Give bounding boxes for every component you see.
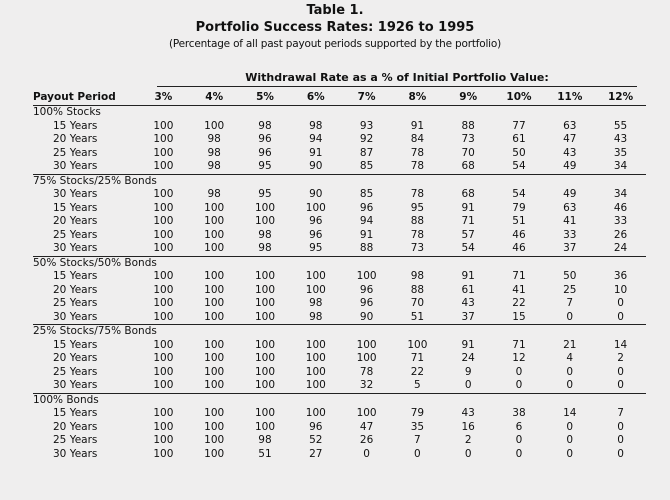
success-rate-cell: 94 [309,133,323,145]
success-rate-cell: 0 [363,447,370,460]
success-rate-cell: 98 [207,188,221,200]
table-body [33,106,646,462]
success-rate-cell: 100 [204,215,225,227]
table-row [33,229,646,243]
rate-header: 12% [595,88,646,106]
success-rate-cell: 0 [617,297,624,309]
success-rate-cell: 90 [359,310,374,323]
success-rate-cell: 85 [359,188,374,200]
success-rate-cell: 73 [410,242,425,254]
success-rate-cell: 21 [563,338,577,351]
success-rate-cell: 100 [254,283,276,296]
success-rate-cell: 92 [359,133,374,145]
success-rate-cell: 68 [461,160,475,172]
success-rate-cell: 100 [254,201,276,214]
table-row [33,270,646,284]
success-rate-cell: 100 [254,270,276,282]
success-rate-cell: 50 [563,270,577,282]
success-rate-cell: 94 [359,215,374,227]
success-rate-cell: 100 [254,215,276,227]
success-rate-cell: 100 [153,160,174,172]
success-rate-cell: 0 [515,447,523,460]
rate-header: 7% [341,88,392,106]
success-rate-cell: 96 [258,146,272,159]
success-rate-cell: 41 [563,215,577,227]
success-rate-cell: 88 [410,215,425,227]
success-rate-cell: 100 [254,297,276,309]
success-rate-cell: 79 [512,201,526,214]
success-rate-cell: 5 [414,379,421,391]
success-rate-cell: 10 [613,283,628,296]
success-rate-cell: 91 [359,228,374,241]
success-rate-cell: 46 [512,228,526,241]
table-row [33,215,646,229]
table-row [33,311,646,325]
success-rate-cell: 100 [204,365,225,378]
success-rate-cell: 100 [153,188,174,200]
success-rate-cell: 100 [254,338,276,351]
success-rate-cell: 100 [153,133,174,145]
table-subtitle: Portfolio Success Rates: 1926 to 1995 [195,20,475,35]
success-rate-cell: 0 [464,379,472,391]
table-row [33,284,646,298]
table-row [33,366,646,380]
success-rate-cell: 100 [204,242,225,254]
success-rate-cell: 100 [153,407,174,419]
success-rate-cell: 49 [563,188,577,200]
success-rate-cell: 96 [359,297,374,309]
payout-period-cell: 15 Years [53,119,98,132]
success-rate-cell: 70 [410,297,425,309]
success-rate-cell: 100 [204,379,225,391]
success-rate-cell: 100 [254,407,276,419]
payout-period-cell: 25 Years [53,228,98,241]
success-rate-cell: 33 [563,228,577,241]
success-rate-cell: 52 [309,434,323,446]
success-rate-cell: 100 [204,407,225,419]
success-rate-cell: 95 [258,160,272,172]
success-rate-cell: 14 [563,407,577,419]
table-row [33,448,646,462]
spanner-rule [157,86,637,87]
table-row [33,434,646,448]
success-rate-cell: 51 [410,310,425,323]
success-rate-cell: 90 [309,160,323,172]
table-row [33,352,646,366]
success-rate-cell: 100 [305,407,326,419]
success-rate-cell: 98 [258,242,272,254]
success-rate-cell: 100 [204,352,225,364]
success-rate-cell: 98 [309,310,323,323]
success-rate-cell: 96 [359,201,374,214]
success-rate-cell: 100 [153,228,174,241]
success-rate-cell: 2 [464,434,472,446]
success-rate-cell: 100 [254,365,276,378]
success-rate-cell: 98 [309,297,323,309]
success-rate-cell: 100 [153,420,174,433]
group-header-row [33,325,646,339]
success-rate-cell: 98 [410,270,425,282]
success-rate-cell: 77 [512,119,526,132]
success-rate-cell: 37 [461,310,475,323]
table-row [33,147,646,161]
success-rate-cell: 24 [461,352,475,364]
success-rate-cell: 32 [359,379,374,391]
success-rate-cell: 98 [207,160,221,172]
success-rate-cell: 12 [512,352,526,364]
success-rate-cell: 41 [512,283,526,296]
payout-period-cell: 30 Years [53,160,98,172]
success-rate-cell: 78 [410,146,425,159]
success-rate-cell: 26 [613,228,628,241]
success-rate-cell: 22 [410,365,425,378]
success-rate-cell: 100 [153,434,174,446]
success-rate-cell: 100 [254,420,276,433]
success-rate-cell: 95 [258,188,272,200]
table-title: Table 1. [306,3,364,18]
success-rate-cell: 88 [461,119,475,132]
success-rate-cell: 100 [204,228,225,241]
success-rate-cell: 63 [563,201,577,214]
success-rate-cell: 91 [410,119,425,132]
success-rate-cell: 100 [254,379,276,391]
success-rate-cell: 0 [515,379,523,391]
success-rate-cell: 100 [356,270,377,282]
success-rate-cell: 33 [613,215,628,227]
payout-period-cell: 25 Years [53,365,98,378]
rate-header: 8% [392,88,443,106]
success-rate-cell: 0 [566,420,574,433]
payout-period-cell: 20 Years [53,215,98,227]
allocation-group-label: 75% Stocks/25% Bonds [33,174,646,188]
success-rate-cell: 22 [512,297,526,309]
success-rate-cell: 100 [305,270,326,282]
success-rate-cell: 71 [461,215,475,227]
success-rate-cell: 0 [515,365,523,378]
success-rate-cell: 37 [563,242,577,254]
success-rate-cell: 35 [613,146,628,159]
success-rate-table [33,88,646,461]
success-rate-cell: 100 [204,310,225,323]
success-rate-cell: 100 [204,119,225,132]
success-rate-cell: 43 [461,297,475,309]
success-rate-cell: 96 [309,228,323,241]
group-header-row [33,393,646,407]
success-rate-cell: 91 [461,270,475,282]
payout-period-cell: 20 Years [53,283,98,296]
payout-period-cell: 15 Years [53,407,98,419]
header-row [33,88,646,106]
group-header-row [33,174,646,188]
success-rate-cell: 100 [153,242,174,254]
success-rate-cell: 0 [566,365,574,378]
success-rate-cell: 14 [613,338,628,351]
payout-period-cell: 30 Years [53,447,98,460]
success-rate-cell: 54 [461,242,475,254]
success-rate-cell: 96 [359,283,374,296]
success-rate-cell: 100 [254,352,276,364]
success-rate-cell: 54 [512,160,526,172]
success-rate-cell: 100 [153,352,174,364]
success-rate-cell: 46 [512,242,526,254]
success-rate-cell: 16 [461,420,475,433]
payout-period-cell: 30 Years [53,310,98,323]
success-rate-cell: 100 [204,201,225,214]
table-row [33,379,646,393]
withdrawal-rate-spanner: Withdrawal Rate as a % of Initial Portfolio Value: [245,71,549,84]
success-rate-cell: 47 [563,133,577,145]
payout-period-cell: 25 Years [53,434,98,446]
success-rate-cell: 100 [254,310,276,323]
success-rate-cell: 15 [512,310,526,323]
success-rate-cell: 100 [204,283,225,296]
success-rate-cell: 0 [464,447,472,460]
rate-header: 6% [290,88,341,106]
success-rate-cell: 88 [410,283,425,296]
rate-header: 9% [443,88,494,106]
success-rate-cell: 100 [153,338,174,351]
table-row [33,120,646,134]
success-rate-cell: 6 [515,420,523,433]
success-rate-cell: 36 [613,270,628,282]
payout-period-cell: 25 Years [53,146,98,159]
table-row [33,421,646,435]
success-rate-cell: 0 [515,434,523,446]
success-rate-cell: 96 [309,215,323,227]
success-rate-cell: 26 [359,434,374,446]
success-rate-cell: 46 [613,201,628,214]
success-rate-cell: 35 [410,420,425,433]
success-rate-cell: 49 [563,160,577,172]
success-rate-cell: 7 [566,297,574,309]
success-rate-cell: 47 [359,420,374,433]
success-rate-cell: 100 [153,447,174,460]
table-row [33,160,646,174]
success-rate-cell: 51 [512,215,526,227]
success-rate-cell: 96 [309,420,323,433]
success-rate-cell: 55 [613,119,628,132]
success-rate-cell: 100 [153,365,174,378]
success-rate-cell: 0 [414,447,421,460]
success-rate-cell: 51 [258,447,272,460]
table-row [33,407,646,421]
success-rate-cell: 57 [461,228,475,241]
table-row [33,297,646,311]
success-rate-cell: 98 [258,434,272,446]
success-rate-cell: 38 [512,407,526,419]
success-rate-cell: 78 [410,188,425,200]
table-note: (Percentage of all past payout periods supported by the portfolio) [168,38,502,50]
success-rate-cell: 71 [512,338,526,351]
success-rate-cell: 100 [356,338,377,351]
success-rate-cell: 100 [305,201,326,214]
table-row [33,202,646,216]
success-rate-cell: 0 [566,447,574,460]
table-row [33,188,646,202]
group-header-row [33,256,646,270]
success-rate-cell: 100 [356,407,377,419]
payout-period-cell: 20 Years [53,420,98,433]
rate-header: 3% [138,88,189,106]
allocation-group-label: 100% Bonds [33,393,646,407]
success-rate-cell: 50 [512,146,526,159]
payout-period-cell: 20 Years [53,352,98,364]
success-rate-cell: 68 [461,188,475,200]
success-rate-cell: 27 [309,447,323,460]
payout-period-cell: 30 Years [53,242,98,254]
rate-header: 5% [240,88,291,106]
success-rate-cell: 0 [617,420,624,433]
success-rate-cell: 100 [305,379,326,391]
payout-period-cell: 20 Years [53,133,98,145]
success-rate-cell: 100 [153,119,174,132]
payout-period-cell: 15 Years [53,338,98,351]
success-rate-cell: 100 [153,310,174,323]
success-rate-cell: 98 [207,133,221,145]
success-rate-cell: 71 [410,352,425,364]
success-rate-cell: 34 [613,160,628,172]
success-rate-cell: 2 [617,352,624,364]
table-row [33,133,646,147]
success-rate-cell: 61 [461,283,475,296]
success-rate-cell: 100 [204,447,225,460]
success-rate-cell: 71 [512,270,526,282]
success-rate-cell: 95 [309,242,323,254]
success-rate-cell: 100 [356,352,377,364]
success-rate-cell: 100 [153,297,174,309]
success-rate-cell: 63 [563,119,577,132]
success-rate-cell: 78 [410,228,425,241]
success-rate-cell: 98 [309,119,323,132]
success-rate-cell: 0 [566,379,574,391]
success-rate-cell: 100 [153,283,174,296]
success-rate-cell: 54 [512,188,526,200]
success-rate-cell: 91 [461,201,475,214]
success-rate-cell: 61 [512,133,526,145]
success-rate-cell: 78 [410,160,425,172]
success-rate-cell: 100 [153,201,174,214]
success-rate-cell: 98 [258,228,272,241]
success-rate-cell: 73 [461,133,475,145]
success-rate-cell: 98 [258,119,272,132]
success-rate-cell: 100 [204,338,225,351]
success-rate-cell: 100 [153,270,174,282]
payout-period-cell: 30 Years [53,188,98,200]
success-rate-cell: 0 [617,310,624,323]
success-rate-cell: 100 [204,434,225,446]
success-rate-cell: 7 [414,434,421,446]
success-rate-cell: 85 [359,160,374,172]
success-rate-cell: 0 [566,310,574,323]
success-rate-cell: 0 [617,365,624,378]
success-rate-cell: 100 [204,420,225,433]
success-rate-cell: 0 [617,447,624,460]
success-rate-cell: 100 [204,297,225,309]
rate-header: 4% [189,88,240,106]
success-rate-cell: 43 [461,407,475,419]
success-rate-cell: 78 [359,365,374,378]
table-row [33,242,646,256]
success-rate-cell: 0 [617,434,624,446]
rate-header: 10% [494,88,545,106]
success-rate-cell: 84 [410,133,425,145]
success-rate-cell: 95 [410,201,425,214]
success-rate-cell: 7 [617,407,624,419]
success-rate-cell: 25 [563,283,577,296]
success-rate-cell: 100 [153,215,174,227]
allocation-group-label: 50% Stocks/50% Bonds [33,256,646,270]
success-rate-cell: 91 [461,338,475,351]
success-rate-cell: 0 [566,434,574,446]
payout-period-header: Payout Period [33,88,138,106]
success-rate-cell: 79 [410,407,425,419]
success-rate-cell: 91 [309,146,323,159]
success-rate-cell: 43 [563,146,577,159]
success-rate-cell: 34 [613,188,628,200]
success-rate-cell: 100 [153,146,174,159]
success-rate-cell: 43 [613,133,628,145]
success-rate-cell: 88 [359,242,374,254]
success-rate-cell: 100 [305,283,326,296]
group-header-row [33,106,646,120]
payout-period-cell: 15 Years [53,201,98,214]
success-rate-cell: 100 [305,352,326,364]
success-rate-cell: 87 [359,146,374,159]
success-rate-cell: 24 [613,242,628,254]
success-rate-cell: 100 [204,270,225,282]
allocation-group-label: 100% Stocks [33,106,101,118]
success-rate-cell: 100 [305,365,326,378]
payout-period-cell: 25 Years [53,297,98,309]
success-rate-cell: 98 [207,146,221,159]
success-rate-cell: 9 [464,365,472,378]
rate-header: 11% [544,88,595,106]
success-rate-cell: 100 [153,379,174,391]
success-rate-cell: 4 [566,352,574,364]
success-rate-cell: 70 [461,146,475,159]
success-rate-cell: 100 [305,338,326,351]
payout-period-cell: 30 Years [53,379,98,391]
success-rate-cell: 100 [407,338,428,351]
allocation-group-label: 25% Stocks/75% Bonds [33,325,646,339]
success-rate-cell: 96 [258,133,272,145]
payout-period-cell: 15 Years [53,270,98,282]
success-rate-cell: 0 [617,379,624,391]
success-rate-cell: 90 [309,188,323,200]
table-row [33,339,646,353]
success-rate-cell: 93 [359,119,374,132]
